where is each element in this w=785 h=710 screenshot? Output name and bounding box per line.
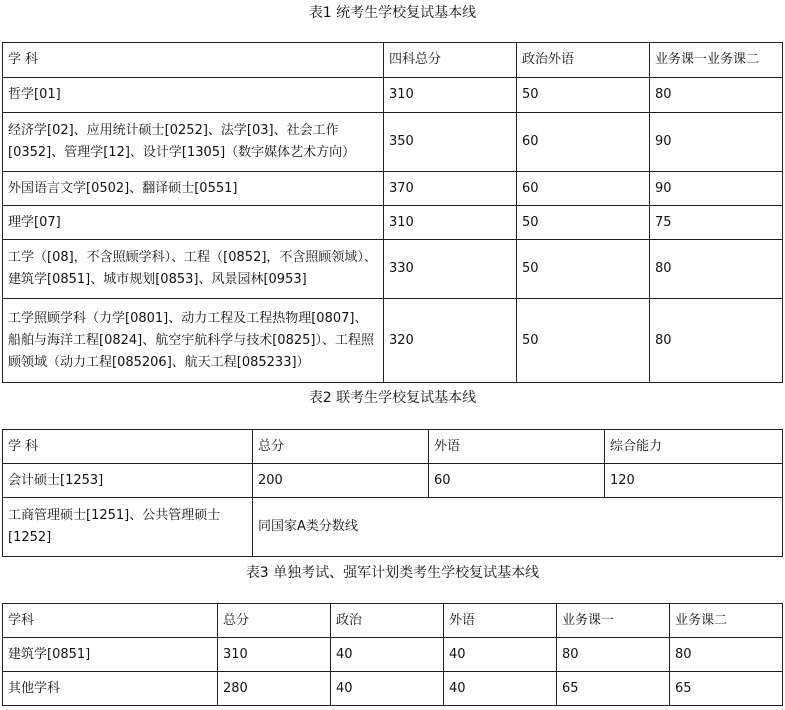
table1-cell-courses: 90 bbox=[650, 113, 783, 172]
table1-cell-courses: 80 bbox=[650, 299, 783, 383]
table3-header-politics: 政治 bbox=[331, 604, 444, 638]
table3-cell-foreign: 40 bbox=[444, 672, 557, 706]
table1-header-subject: 学 科 bbox=[3, 43, 384, 78]
table1-cell-politics-foreign: 50 bbox=[517, 299, 650, 383]
table2-cell-foreign: 60 bbox=[429, 464, 605, 498]
table-row bbox=[3, 206, 783, 240]
table1-cell-subject: 工学（[08]，不含照顾学科）、工程（[0852]，不含照顾领域）、建筑学[0851]、城市规划[0853]、风景园林[0953] bbox=[3, 240, 384, 299]
table1-cell-subject: 工学照顾学科（力学[0801]、动力工程及工程热物理[0807]、船舶与海洋工程[0824]、航空宇航科学与技术[0825]）、工程照顾领域（动力工程[085206]、航天工程[085233]） bbox=[3, 299, 384, 383]
table2-cell-subject: 工商管理硕士[1251]、公共管理硕士[1252] bbox=[3, 498, 253, 557]
table3-cell-total: 280 bbox=[218, 672, 331, 706]
table-row bbox=[3, 638, 783, 672]
table2 bbox=[2, 429, 783, 557]
table3-cell-politics: 40 bbox=[331, 638, 444, 672]
table-row bbox=[3, 240, 783, 299]
table1 bbox=[2, 42, 783, 383]
table3-header-course2: 业务课二 bbox=[670, 604, 783, 638]
table3-cell-subject: 其他学科 bbox=[3, 672, 218, 706]
table-row bbox=[3, 672, 783, 706]
table1-cell-total: 370 bbox=[384, 172, 517, 206]
table3-cell-politics: 40 bbox=[331, 672, 444, 706]
table2-cell-note: 同国家A类分数线 bbox=[253, 498, 783, 557]
table3-header-row bbox=[3, 604, 783, 638]
table1-cell-total: 310 bbox=[384, 78, 517, 113]
table1-cell-politics-foreign: 50 bbox=[517, 78, 650, 113]
table2-header-ability: 综合能力 bbox=[605, 430, 783, 464]
table1-cell-politics-foreign: 50 bbox=[517, 240, 650, 299]
table3-cell-course1: 80 bbox=[557, 638, 670, 672]
table1-cell-courses: 80 bbox=[650, 78, 783, 113]
table1-title: 表1 统考生学校复试基本线 bbox=[308, 5, 477, 21]
table-row bbox=[3, 299, 783, 383]
table1-cell-politics-foreign: 60 bbox=[517, 172, 650, 206]
table1-cell-subject: 经济学[02]、应用统计硕士[0252]、法学[03]、社会工作[0352]、管理学[12]、设计学[1305]（数字媒体艺术方向） bbox=[3, 113, 384, 172]
table2-header-row bbox=[3, 430, 783, 464]
table3-header-total: 总分 bbox=[218, 604, 331, 638]
table1-cell-courses: 75 bbox=[650, 206, 783, 240]
table2-header-subject: 学 科 bbox=[3, 430, 253, 464]
table1-cell-total: 320 bbox=[384, 299, 517, 383]
table-row bbox=[3, 113, 783, 172]
table1-cell-subject: 哲学[01] bbox=[3, 78, 384, 113]
table3 bbox=[2, 603, 783, 706]
table3-cell-course1: 65 bbox=[557, 672, 670, 706]
table3-cell-course2: 80 bbox=[670, 638, 783, 672]
table2-header-total: 总分 bbox=[253, 430, 429, 464]
table-row bbox=[3, 498, 783, 557]
table1-cell-total: 330 bbox=[384, 240, 517, 299]
table3-title: 表3 单独考试、强军计划类考生学校复试基本线 bbox=[245, 565, 540, 581]
table2-header-foreign: 外语 bbox=[429, 430, 605, 464]
table-row bbox=[3, 464, 783, 498]
table2-cell-total: 200 bbox=[253, 464, 429, 498]
table1-cell-courses: 90 bbox=[650, 172, 783, 206]
table-row bbox=[3, 172, 783, 206]
table3-cell-foreign: 40 bbox=[444, 638, 557, 672]
table1-cell-subject: 外国语言文学[0502]、翻译硕士[0551] bbox=[3, 172, 384, 206]
table1-header-total: 四科总分 bbox=[384, 43, 517, 78]
table3-header-foreign: 外语 bbox=[444, 604, 557, 638]
table2-cell-subject: 会计硕士[1253] bbox=[3, 464, 253, 498]
table1-cell-total: 350 bbox=[384, 113, 517, 172]
table1-header-politics-foreign: 政治外语 bbox=[517, 43, 650, 78]
table1-cell-subject: 理学[07] bbox=[3, 206, 384, 240]
table2-title: 表2 联考生学校复试基本线 bbox=[308, 390, 477, 406]
table3-header-course1: 业务课一 bbox=[557, 604, 670, 638]
table3-cell-course2: 65 bbox=[670, 672, 783, 706]
table3-cell-total: 310 bbox=[218, 638, 331, 672]
table1-cell-total: 310 bbox=[384, 206, 517, 240]
table3-header-subject: 学科 bbox=[3, 604, 218, 638]
table-row bbox=[3, 78, 783, 113]
table1-header-row bbox=[3, 43, 783, 78]
table1-cell-politics-foreign: 50 bbox=[517, 206, 650, 240]
table2-cell-ability: 120 bbox=[605, 464, 783, 498]
table3-cell-subject: 建筑学[0851] bbox=[3, 638, 218, 672]
table1-cell-politics-foreign: 60 bbox=[517, 113, 650, 172]
table1-header-courses: 业务课一业务课二 bbox=[650, 43, 783, 78]
table1-cell-courses: 80 bbox=[650, 240, 783, 299]
